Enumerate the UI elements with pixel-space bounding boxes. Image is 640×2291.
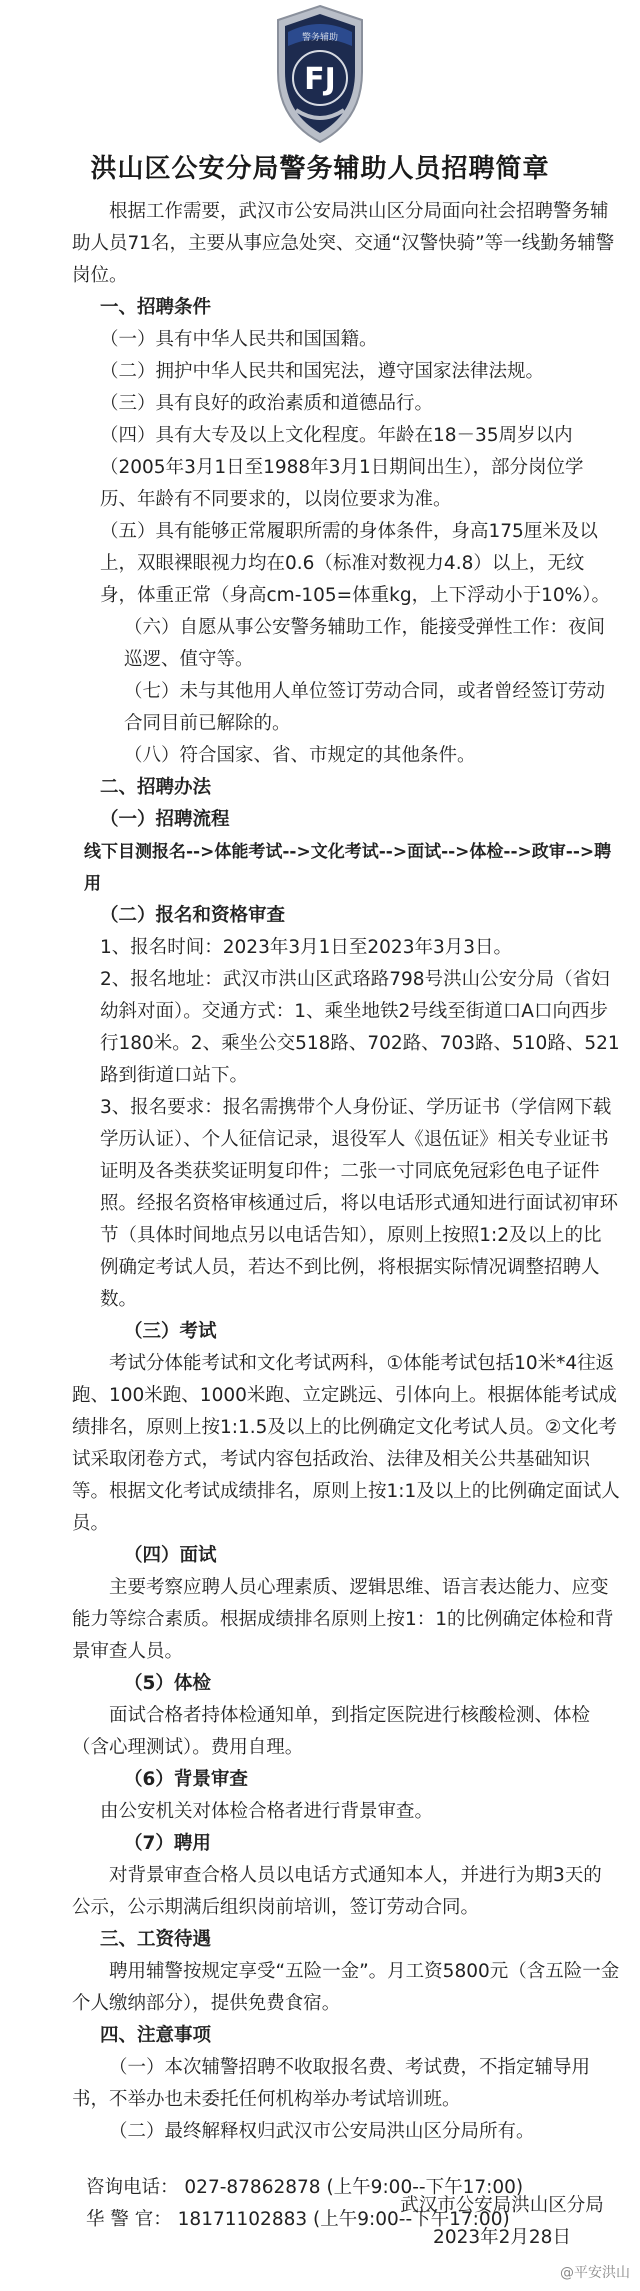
registration-heading: （二）报名和资格审查 xyxy=(100,905,286,926)
condition-item: （七）未与其他用人单位签订劳动合同，或者曾经签订劳动合同目前已解除的。 xyxy=(124,681,606,734)
page-title: 洪山区公安分局警务辅助人员招聘简章 xyxy=(90,154,550,184)
signoff-date: 2023年2月28日 xyxy=(433,2227,571,2248)
consult-phone-hours: (上午9:00--下午17:00) xyxy=(326,2177,524,2198)
interview-text: 主要考察应聘人员心理素质、逻辑思维、语言表达能力、应变能力等综合素质。根据成绩排名原则上按1：1的比例确定体检和背景审查人员。 xyxy=(72,1577,614,1662)
process-heading: （一）招聘流程 xyxy=(100,809,230,830)
consult-phone-number[interactable]: 027-87862878 xyxy=(184,2177,321,2198)
background-check-text: 由公安机关对体检合格者进行背景审查。 xyxy=(100,1801,434,1822)
weibo-watermark: @平安洪山 xyxy=(560,2265,630,2281)
hiring-heading: （7）聘用 xyxy=(124,1833,211,1854)
intro-paragraph: 根据工作需要，武汉市公安局洪山区分局面向社会招聘警务辅助人员71名，主要从事应急处突、交通“汉警快骑”等一线勤务辅警岗位。 xyxy=(72,201,615,286)
registration-item: 2、报名地址：武汉市洪山区武珞路798号洪山公安分局（省妇幼斜对面）。交通方式：1、乘坐地铁2号线至街道口A口向西步行180米。2、乘坐公交518路、702路、703路、510路、521路到街道口站下。 xyxy=(100,969,620,1086)
section-2-heading: 二、招聘办法 xyxy=(100,777,212,798)
officer-phone-hours: (上午9:00--下午17:00) xyxy=(313,2209,510,2230)
condition-item: （三）具有良好的政治素质和道德品行。 xyxy=(100,393,434,414)
hiring-text: 对背景审查合格人员以电话方式通知本人，并进行为期3天的公示，公示期满后组织岗前培训，签订劳动合同。 xyxy=(72,1865,602,1918)
notice-body xyxy=(72,196,620,2236)
officer-label: 华 警 官： xyxy=(86,2209,172,2230)
interview-heading: （四）面试 xyxy=(124,1545,217,1566)
salary-text: 聘用辅警按规定享受“五险一金”。月工资5800元（含五险一金个人缴纳部分），提供免费食宿。 xyxy=(72,1961,620,2014)
condition-item: （八）符合国家、省、市规定的其他条件。 xyxy=(124,745,476,766)
process-flow: 线下目测报名-->体能考试-->文化考试-->面试-->体检-->政审-->聘用 xyxy=(84,842,612,894)
notice-item: （二）最终解释权归武汉市公安局洪山区分局所有。 xyxy=(109,2121,535,2142)
condition-item: （一）具有中华人民共和国国籍。 xyxy=(100,329,378,350)
officer-phone-number[interactable]: 18171102883 xyxy=(177,2209,308,2230)
section-1-heading: 一、招聘条件 xyxy=(100,297,212,318)
exam-text: 考试分体能考试和文化考试两科，①体能考试包括10米*4往返跑、100米跑、1000米跑、立定跳远、引体向上。根据体能考试成绩排名，原则上按1:1.5及以上的比例确定文化考试人员。②文化考试采取闭卷方式，考试内容包括政治、法律及相关公共基础知识等。根据文化考试成绩排名，原则上按1:1及以上的比例确定面试人员。 xyxy=(72,1353,620,1534)
section-3-heading: 三、工资待遇 xyxy=(100,1929,212,1950)
police-auxiliary-badge-icon xyxy=(270,2,370,147)
medical-heading: （5）体检 xyxy=(124,1673,211,1694)
condition-item: （五）具有能够正常履职所需的身体条件，身高175厘米及以上，双眼裸眼视力均在0.6（标准对数视力4.8）以上，无纹身，体重正常（身高cm-105=体重kg，上下浮动小于10%）。 xyxy=(100,521,611,606)
condition-item: （六）自愿从事公安警务辅助工作，能接受弹性工作：夜间巡逻、值守等。 xyxy=(124,617,606,670)
signoff-org: 武汉市公安局洪山区分局 xyxy=(400,2195,604,2216)
signoff-block xyxy=(392,2190,612,2254)
exam-heading: （三）考试 xyxy=(124,1321,217,1342)
section-4-heading: 四、注意事项 xyxy=(100,2025,212,2046)
registration-item: 3、报名要求：报名需携带个人身份证、学历证书（学信网下载学历认证）、个人征信记录，退役军人《退伍证》相关专业证书证明及各类获奖证明复印件；二张一寸同底免冠彩色电子证件照。经报名资格审核通过后，将以电话形式通知进行面试初审环节（具体时间地点另以电话告知），原则上按照1:2及以上的比例确定考试人员，若达不到比例，将根据实际情况调整招聘人数。 xyxy=(100,1097,619,1310)
condition-item: （二）拥护中华人民共和国宪法，遵守国家法律法规。 xyxy=(100,361,545,382)
medical-text: 面试合格者持体检通知单，到指定医院进行核酸检测、体检（含心理测试）。费用自理。 xyxy=(72,1705,591,1758)
background-check-heading: （6）背景审查 xyxy=(124,1769,248,1790)
notice-item: （一）本次辅警招聘不收取报名费、考试费，不指定辅导用书，不举办也未委托任何机构举办考试培训班。 xyxy=(72,2057,591,2110)
badge-ring-text: 警务辅助 xyxy=(301,33,339,43)
condition-item: （四）具有大专及以上文化程度。年龄在18－35周岁以内（2005年3月1日至1988年3月1日期间出生），部分岗位学历、年龄有不同要求的，以岗位要求为准。 xyxy=(100,425,584,510)
badge-letters: FJ xyxy=(304,62,336,97)
registration-item: 1、报名时间：2023年3月1日至2023年3月3日。 xyxy=(100,937,513,958)
consult-phone-label: 咨询电话： xyxy=(86,2177,179,2198)
